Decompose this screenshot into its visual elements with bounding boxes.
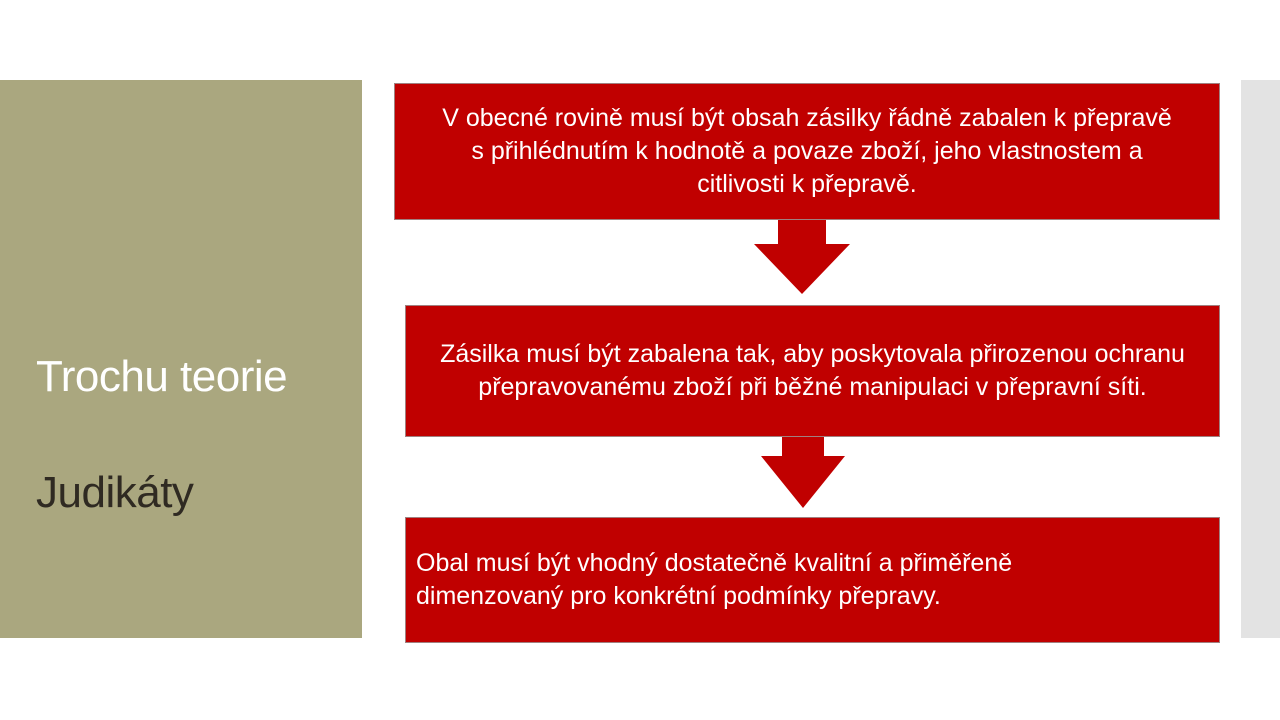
slide-title: Trochu teorie bbox=[36, 352, 288, 401]
flow-step-2 bbox=[405, 305, 1220, 437]
sidebar-panel bbox=[0, 80, 362, 638]
flow-step-2-text: Zásilka musí být zabalena tak, aby poskytovala přirozenou ochranu přepravovanému zboží při běžné manipulaci v přepravní síti. bbox=[440, 340, 1185, 401]
flow-step-3-text: Obal musí být vhodný dostatečně kvalitní a přiměřeně dimenzovaný pro konkrétní podmínky přepravy. bbox=[416, 549, 1013, 610]
flow-step-1-text: V obecné rovině musí být obsah zásilky řádně zabalen k přepravě s přihlédnutím k hodnotě a povaze zboží, jeho vlastnostem a citlivosti k přepravě. bbox=[442, 104, 1172, 198]
down-arrow-icon-1 bbox=[754, 220, 850, 294]
right-decor-strip bbox=[1241, 80, 1280, 638]
flow-step-3 bbox=[405, 517, 1220, 643]
slide-subtitle: Judikáty bbox=[36, 468, 194, 517]
flow-step-1 bbox=[394, 83, 1220, 220]
down-arrow-icon-2 bbox=[761, 437, 845, 508]
